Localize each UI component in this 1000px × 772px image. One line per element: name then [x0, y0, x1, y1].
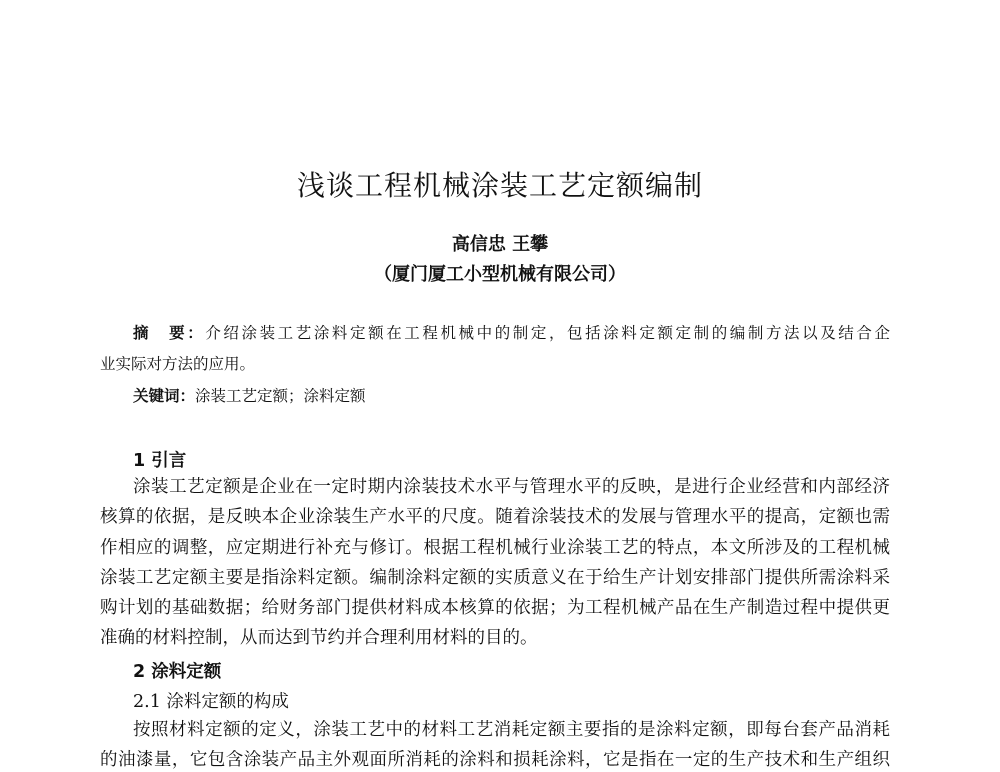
- body-line: 购计划的基础数据；给财务部门提供材料成本核算的依据；为工程机械产品在生产制造过程中提供更: [100, 598, 890, 618]
- keywords-label: 关键词：: [133, 387, 196, 405]
- body-line: 核算的依据，是反映本企业涂装生产水平的尺度。随着涂装技术的发展与管理水平的提高，定额也需: [100, 507, 890, 527]
- authors: 高信忠 王攀: [451, 234, 549, 255]
- keywords-text: 涂装工艺定额；涂料定额: [195, 387, 366, 405]
- section-2-heading: 2 涂料定额: [133, 662, 222, 682]
- body-line: 按照材料定额的定义，涂装工艺中的材料工艺消耗定额主要指的是涂料定额，即每台套产品消耗: [133, 720, 890, 740]
- body-line: 涂装工艺定额是企业在一定时期内涂装技术水平与管理水平的反映，是进行企业经营和内部经济: [133, 477, 890, 497]
- body-line: 作相应的调整，应定期进行补充与修订。根据工程机械行业涂装工艺的特点，本文所涉及的工程机械: [100, 538, 890, 558]
- body-line: 准确的材料控制，从而达到节约并合理利用材料的目的。: [100, 628, 538, 648]
- abstract-line: 业实际对方法的应用。: [100, 355, 256, 373]
- affiliation: （厦门厦工小型机械有限公司）: [374, 264, 626, 285]
- keywords-line: [133, 384, 890, 408]
- body-line: 的油漆量，它包含涂装产品主外观面所消耗的涂料和损耗涂料，它是指在一定的生产技术和生产组织: [100, 750, 890, 770]
- abstract-text: 介绍涂装工艺涂料定额在工程机械中的制定，包括涂料定额定制的编制方法以及结合企: [205, 324, 890, 342]
- abstract-line: [133, 321, 890, 345]
- body-line: 涂装工艺定额主要是指涂料定额。编制涂料定额的实质意义在于给生产计划安排部门提供所需涂料采: [100, 568, 890, 588]
- section-1-heading: 1 引言: [133, 451, 187, 471]
- paper-title: 浅谈工程机械涂装工艺定额编制: [296, 169, 703, 202]
- section-2-1-heading: 2.1 涂料定额的构成: [133, 692, 289, 712]
- abstract-label: 摘 要：: [133, 324, 206, 342]
